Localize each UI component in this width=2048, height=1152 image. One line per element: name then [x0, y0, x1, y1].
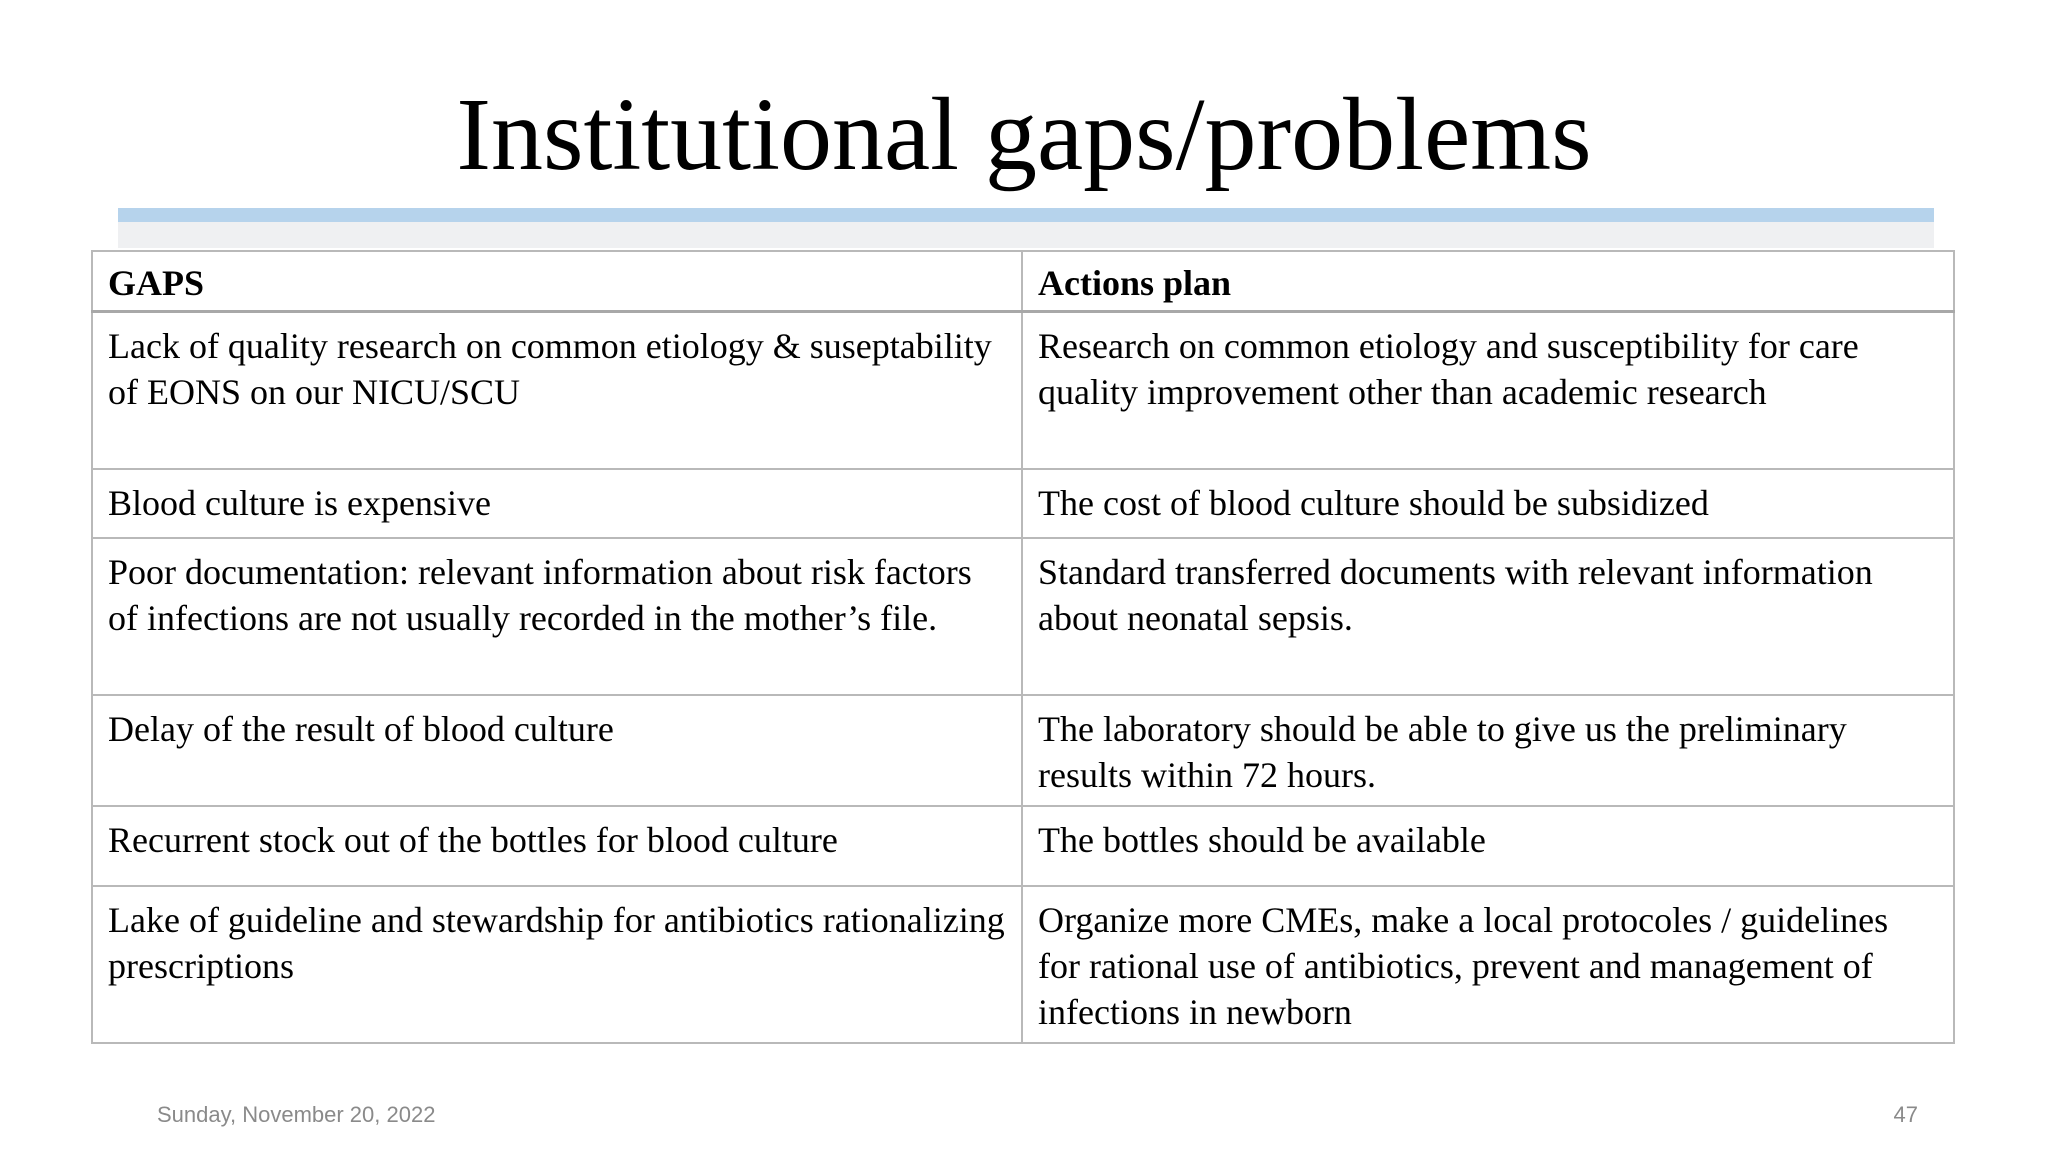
gap-cell: Poor documentation: relevant information about risk factors of infections are not usually recorded in the mother’s file. — [92, 538, 1022, 695]
table-row — [92, 806, 1954, 886]
gap-cell: Delay of the result of blood culture — [92, 695, 1022, 806]
gap-cell: Lake of guideline and stewardship for antibiotics rationalizing prescriptions — [92, 886, 1022, 1043]
table-row — [92, 886, 1954, 1043]
action-cell: The bottles should be available — [1022, 806, 1954, 886]
gap-cell: Lack of quality research on common etiology & suseptability of EONS on our NICU/SCU — [92, 312, 1022, 470]
gap-cell: Recurrent stock out of the bottles for blood culture — [92, 806, 1022, 886]
slide-title: Institutional gaps/problems — [456, 77, 1592, 192]
action-cell: Standard transferred documents with relevant information about neonatal sepsis. — [1022, 538, 1954, 695]
action-cell: The laboratory should be able to give us the preliminary results within 72 hours. — [1022, 695, 1954, 806]
table-header-row — [92, 251, 1954, 312]
title-underline-accent — [118, 208, 1934, 222]
gap-cell: Blood culture is expensive — [92, 469, 1022, 538]
table-row — [92, 695, 1954, 806]
table-row — [92, 469, 1954, 538]
gaps-actions-table — [91, 250, 1955, 1044]
action-cell: Research on common etiology and susceptibility for care quality improvement other than academic research — [1022, 312, 1954, 470]
title-underline-shadow — [118, 222, 1934, 248]
footer-date: Sunday, November 20, 2022 — [157, 1102, 436, 1127]
table-row — [92, 538, 1954, 695]
action-cell: The cost of blood culture should be subsidized — [1022, 469, 1954, 538]
slide-number: 47 — [1893, 1102, 1918, 1127]
action-cell: Organize more CMEs, make a local protocoles / guidelines for rational use of antibiotics, prevent and management of infections in newborn — [1022, 886, 1954, 1043]
header-gaps: GAPS — [92, 251, 1022, 312]
table-row — [92, 312, 1954, 470]
header-actions-plan: Actions plan — [1022, 251, 1954, 312]
